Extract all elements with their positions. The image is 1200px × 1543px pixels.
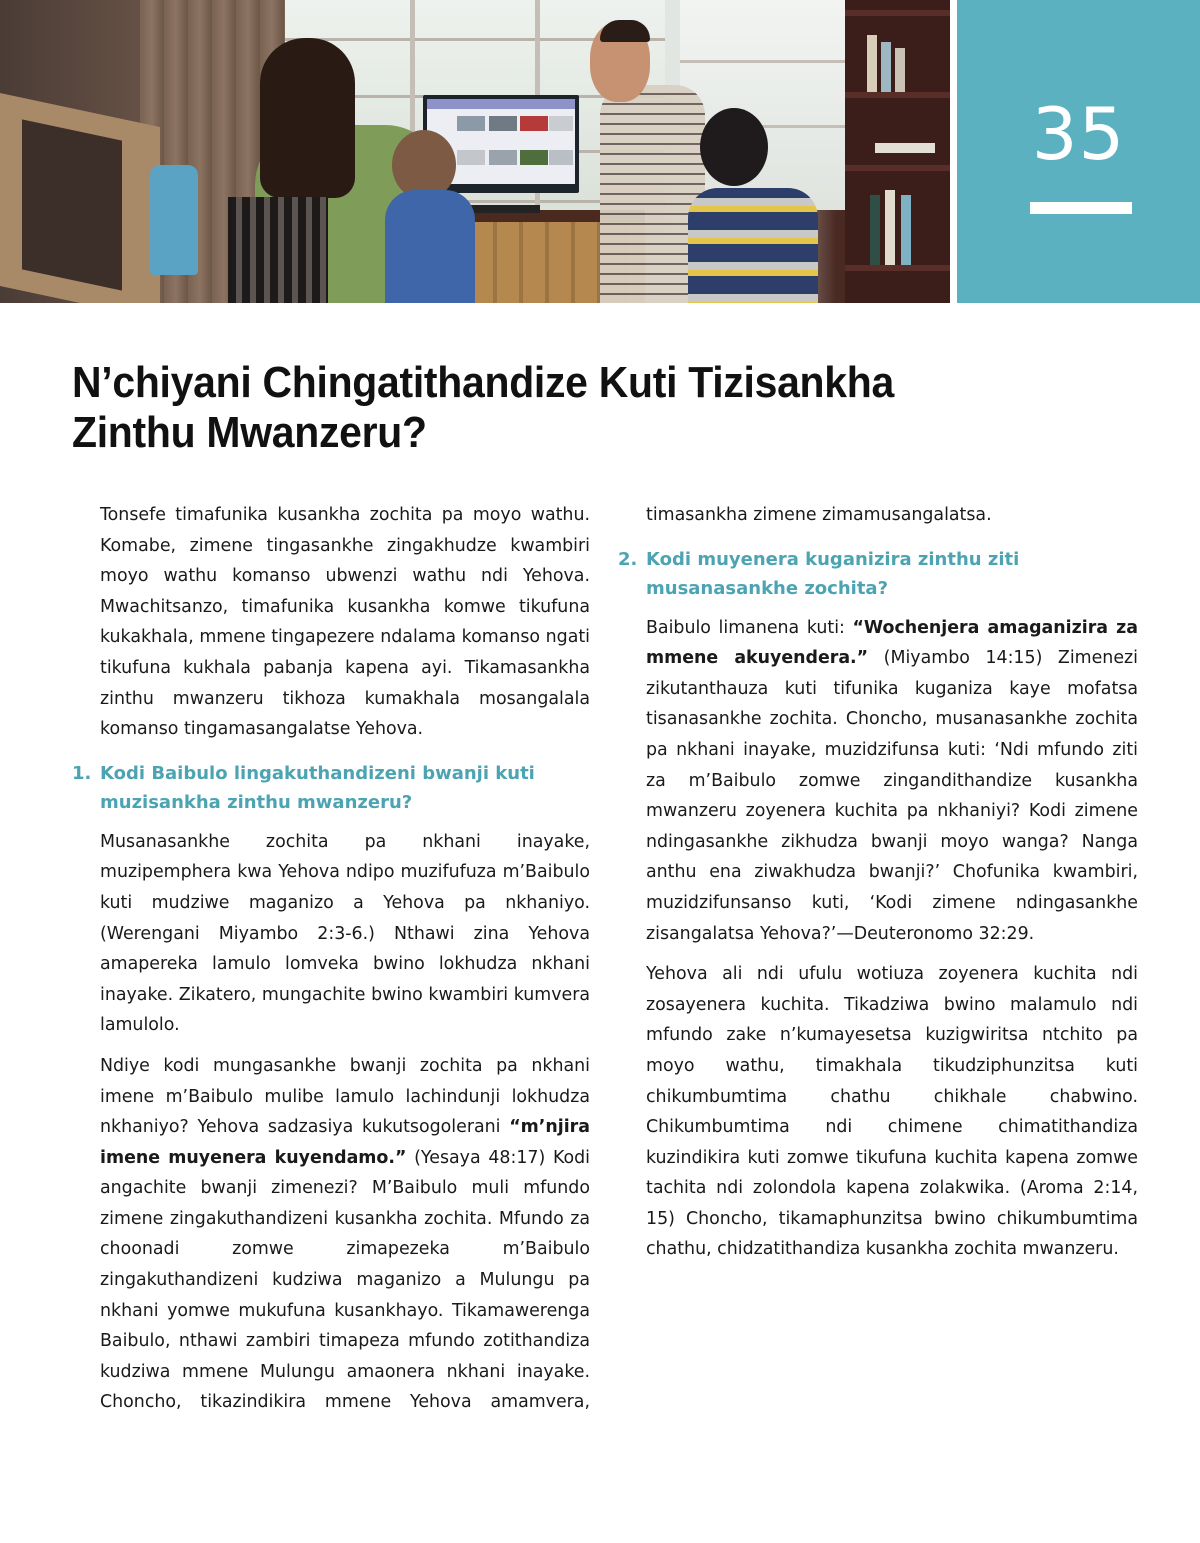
window-right xyxy=(680,0,870,210)
scripture-quote: “m’njira imene muyenera kuyendamo.” xyxy=(100,1117,590,1168)
text-run: Ndiye kodi mungasankhe bwanji zochita pa nkhani imene m’Baibulo mulibe lamulo lachindunji lokhudza nkhaniyo? Yehova sadzasiya kukutsogolerani xyxy=(100,1055,590,1138)
sippy-cup xyxy=(150,165,198,275)
question-number: 2. xyxy=(618,548,638,570)
text-run: (Yesaya 48:17) Kodi angachite bwanji zimenezi? M’Baibulo muli mfundo zimene zingakuthandizeni kusankha zochita. Mfundo za choonadi zomwe zimapezeka m’Baibulo zingakuthandizeni kudziwa maganizo a Mulungu pa nkhani yomwe mukufuna kusankhayo. Tikamawerenga Baibulo, nthawi zambiri timapeza mfundo zotithandiza kudziwa mmene Mulungu amaonera nkhani inayake. Choncho, tikazindikira mmene Yehova amamvera, xyxy=(100,1147,590,1413)
section-1-paragraph-2-continued: timasankha zimene zimamusangalatsa. xyxy=(646,505,992,525)
lesson-number-badge xyxy=(957,0,1200,303)
man-hair xyxy=(600,20,650,42)
picture-frame-photo xyxy=(22,119,122,290)
section-2-paragraph-2: Yehova ali ndi ufulu wotiuza zoyenera kuchita ndi zosayenera kuchita. Tikadziwa bwino malamulo ndi mfundo zake n’kumayesetsa kuzigwiritsa ntchito pa moyo wathu, timakhala tikudziphunzitsa kuti chikumbumtima chathu chikhale chabwino. Chikumbumtima ndi chimene chimatithandiza kuzindikira kuti zomwe tikufuna kuchita kapena zomwe tachita ndi zolondola kapena zolakwika. (Aroma 2:14, 15) Choncho, tikamaphunzitsa bwino chikumbumtima chathu, chidzatithandiza kusankha zochita mwanzeru. xyxy=(646,964,1138,1260)
section-1-paragraph-1: Musanasankhe zochita pa nkhani inayake, muzipemphera kwa Yehova ndipo muzifufuza m’Baibulo kuti mudziwe maganizo a Yehova pa nkhaniyo. (Werengani Miyambo 2:3-6.) Nthawi zina Yehova amapereka lamulo lomveka bwino lokhudza nkhani inayake. Zikatero, mungachite bwino kwambiri kumvera lamulolo. xyxy=(100,831,590,1036)
boy-head xyxy=(700,108,768,186)
question-text: Kodi Baibulo lingakuthandizeni bwanji kuti muzisankha zinthu mwanzeru? xyxy=(100,762,535,813)
question-number: 1. xyxy=(72,762,92,784)
text-run: Baibulo limanena kuti: xyxy=(646,617,853,638)
question-text: Kodi muyenera kuganizira zinthu ziti musanasankhe zochita? xyxy=(646,548,1020,599)
section-2-paragraph-1 xyxy=(646,613,1138,950)
question-heading-2 xyxy=(618,545,1138,603)
right-column xyxy=(618,500,1138,1275)
bookshelf xyxy=(845,0,950,303)
intro-paragraph: Tonsefe timafunika kusankha zochita pa moyo wathu. Komabe, zimene tingasankhe zingakhudze kwambiri moyo wathu komanso ubwenzi wathu ndi Yehova. Mwachitsanzo, timafunika kusankha komwe tikufuna kukakhala, mmene tingapezere ndalama komanso ngati tikufuna kukhala pabanja kapena ayi. Tikamasankha zinthu mwanzeru tikhoza kumakhala mosangalala komanso tingamasangalatse Yehova. xyxy=(100,505,590,740)
hero-photo xyxy=(0,0,950,303)
page-title: N’chiyani Chingatithandize Kuti Tizisankha Zinthu Mwanzeru? xyxy=(72,358,894,457)
chair xyxy=(228,197,328,303)
text-run: (Miyambo 14:15) Zimenezi zikutanthauza kuti tifunika kuganiza kaye mofatsa tisanasankhe zochita. Choncho, musanasankhe zochita pa nkhani inayake, muzidzifunsa kuti: ‘Ndi mfundo ziti za m’Baibulo zomwe zingandithandize kusankha mwanzeru zoyenera kuchita pa nkhaniyi? Kodi zimene ndingasankhe zikhudza bwanji moyo wanga? Nanga anthu ena ziwakhudza bwanji?’ Chofunika kwambiri, muzidzifunsanso kuti, ‘Kodi zimene ndingasankhe zisangalatsa Yehova?’—Deuteronomo 32:29. xyxy=(646,648,1138,944)
left-column xyxy=(72,500,590,1428)
scripture-quote: “Wochenjera amaganizira za mmene akuyendera.” xyxy=(646,617,1138,669)
boy xyxy=(688,188,818,303)
question-heading-1 xyxy=(72,759,590,817)
lesson-number: 35 xyxy=(1031,92,1126,176)
woman-hair xyxy=(260,38,355,198)
baby xyxy=(385,190,475,303)
section-1-paragraph-2 xyxy=(100,1051,590,1418)
lesson-number-underline xyxy=(1030,202,1132,214)
